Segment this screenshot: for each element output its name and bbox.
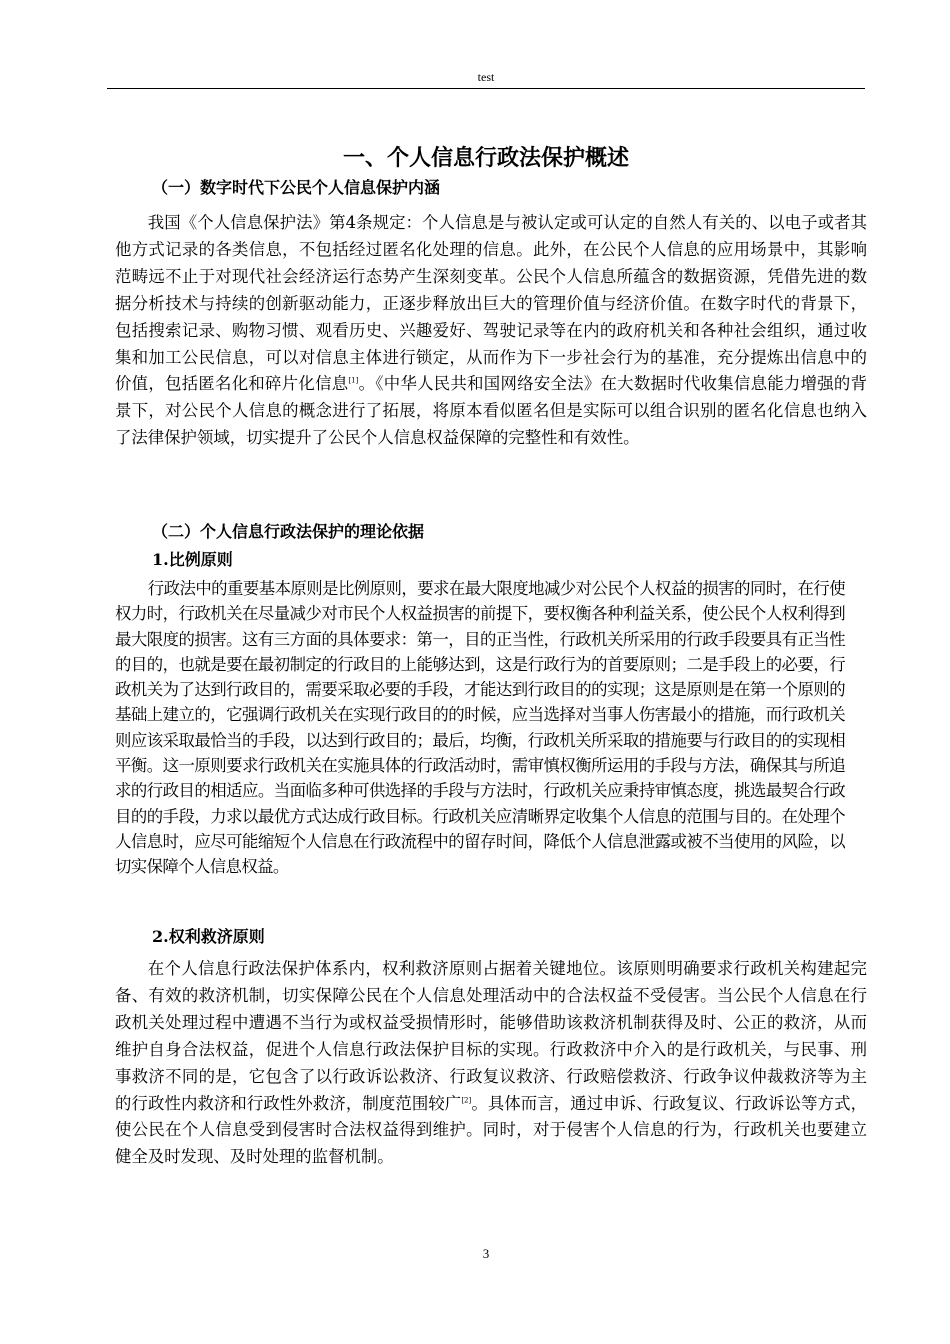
page-header: test [477,70,495,84]
footnote-ref-1[interactable]: [1] [348,376,359,385]
page-number: 3 [482,1246,490,1261]
paragraph-text: 我国《个人信息保护法》第4条规定：个人信息是与被认定或可认定的自然人有关的、以电子或者其他方式记录的各类信息，不包括经过匿名化处理的信息。此外，在公民个人信息的应用场景中，其影响范畴远不止于对现代社会经济运行态势产生深刻变革。公民个人信息所蕴含的数据资源，凭借先进的数据分析技术与持续的创新驱动能力，正逐步释放出巨大的管理价值与经济价值。在数字时代的背景下，包括搜索记录、购物习惯、观看历史、兴趣爱好、驾驶记录等在内的政府机关和各种社会组织，通过收集和加工公民信息，可以对信息主体进行锁定，从而作为下一步社会行为的基准，充分提炼出信息中的价值，包括匿名化和碎片化信息 [115,213,867,394]
header-divider [107,88,865,89]
subsection-heading-proportionality: 1.比例原则 [152,550,233,569]
section-1-paragraph [115,210,867,452]
chapter-title: 一、个人信息行政法保护概述 [342,146,629,171]
footnote-ref-2[interactable]: [2] [461,1096,472,1105]
paragraph-text: 在个人信息行政法保护体系内，权利救济原则占据着关键地位。该原则明确要求行政机关构建起完备、有效的救济机制，切实保障公民在个人信息处理活动中的合法权益不受侵害。当公民个人信息在行政机关处理过程中遭遇不当行为或权益受损情形时，能够借助该救济机制获得及时、公正的救济，从而维护自身合法权益，促进个人信息行政法保护目标的实现。行政救济中介入的是行政机关，与民事、刑事救济不同的是，它包含了以行政诉讼救济、行政复议救济、行政赔偿救济、行政争议仲裁救济等为主的行政性内救济和行政性外救济，制度范围较广 [115,959,867,1113]
section-heading-1: （一）数字时代下公民个人信息保护内涵 [152,178,441,197]
subsection-heading-remedy: 2.权利救济原则 [152,927,265,946]
paragraph-text: 。《中华人民共和国网络安全法》在大数据时代收集信息能力增强的背景下，对公民个人信息的概念进行了拓展，将原本看似匿名但是实际可以组合识别的匿名化信息也纳入了法律保护领域，切实提升了公民个人信息权益保障的完整性和有效性。 [115,374,867,448]
remedy-paragraph [115,956,867,1171]
section-heading-2: （二）个人信息行政法保护的理论依据 [152,522,425,541]
proportionality-paragraph: 行政法中的重要基本原则是比例原则，要求在最大限度地减少对公民个人权益的损害的同时，在行使权力时，行政机关在尽量减少对市民个人权益损害的前提下，要权衡各种利益关系，使公民个人权利得到最大限度的损害。这有三方面的具体要求：第一，目的正当性，行政机关所采用的行政手段要具有正当性的目的，也就是要在最初制定的行政目的上能够达到，这是行政行为的首要原则；二是手段上的必要，行政机关为了达到行政目的，需要采取必要的手段，才能达到行政目的的实现；这是原则是在第一个原则的基础上建立的，它强调行政机关在实现行政目的的时候，应当选择对当事人伤害最小的措施，而行政机关则应该采取最恰当的手段，以达到行政目的；最后，均衡，行政机关所采取的措施要与行政目的的实现相平衡。这一原则要求行政机关在实施具体的行政活动时，需审慎权衡所运用的手段与方法，确保其与所追求的行政目的相适应。当面临多种可供选择的手段与方法时，行政机关应秉持审慎态度，挑选最契合行政目的的手段，力求以最优方式达成行政目标。行政机关应清晰界定收集个人信息的范围与目的。在处理个人信息时，应尽可能缩短个人信息在行政流程中的留存时间，降低个人信息泄露或被不当使用的风险，以切实保障个人信息权益。 [115,579,845,877]
paragraph-text: 。具体而言，通过申诉、行政复议、行政诉讼等方式，使公民在个人信息受到侵害时合法权益得到维护。同时，对于侵害个人信息的行为，行政机关也要建立健全及时发现、及时处理的监督机制。 [115,1093,868,1167]
